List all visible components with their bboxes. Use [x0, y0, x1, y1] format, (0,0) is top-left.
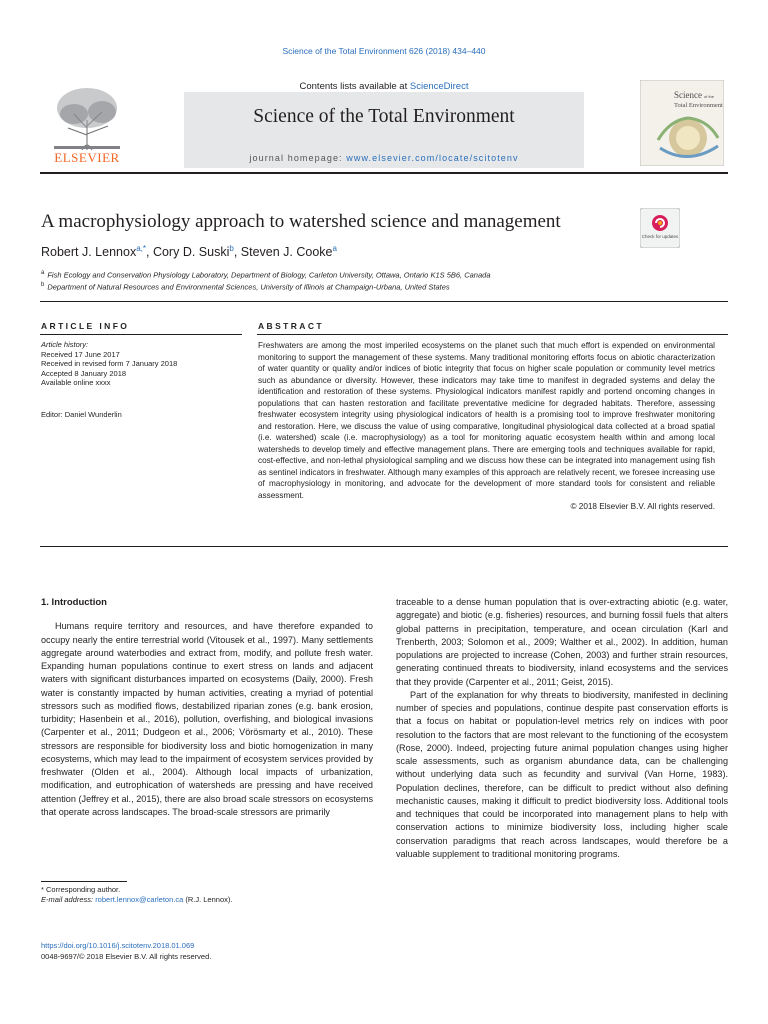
check-for-updates-badge[interactable]	[640, 208, 680, 248]
email-link[interactable]: robert.lennox@carleton.ca	[95, 895, 184, 904]
author-name[interactable]: Cory D. Suski	[152, 245, 230, 260]
abstract-block	[258, 340, 715, 513]
affiliation-marker: a	[41, 270, 45, 276]
accepted-date: Accepted 8 January 2018	[41, 368, 127, 378]
cover-title-line2: Total Environment	[674, 102, 723, 109]
check-updates-label: Check for updates	[641, 234, 679, 239]
cover-title-line1: Science	[674, 90, 702, 100]
email-line	[41, 895, 232, 905]
article-title: A macrophysiology approach to watershed science and management	[41, 211, 561, 232]
footnote-rule	[41, 881, 127, 882]
article-info-heading: ARTICLE INFO	[41, 321, 130, 331]
title-block-rule	[40, 301, 728, 302]
author-affil-marker[interactable]: a,*	[136, 244, 146, 253]
page-footer	[41, 940, 211, 962]
email-suffix: (R.J. Lennox).	[183, 895, 233, 904]
journal-homepage-line	[184, 153, 584, 163]
history-label: Article history:	[41, 340, 89, 349]
affiliation	[41, 282, 450, 292]
author-affil-marker[interactable]: b	[229, 244, 234, 253]
header-rule	[40, 172, 728, 174]
article-info-rule	[40, 334, 242, 335]
author-list: Robert J. Lennox$^{a,*}$, Cory D. Suski$^b$, Steven J. Cooke$^a$	[41, 244, 337, 260]
homepage-link[interactable]: www.elsevier.com/locate/scitotenv	[346, 153, 519, 163]
elsevier-wordmark: ELSEVIER	[54, 150, 120, 165]
abstract-text: Freshwaters are among the most imperiled ecosystems on the planet such that much effort is expended on environmental monitoring to support the management of these systems. Many traditional monitoring efforts focus on abiotic characterization of water quantity or quality and/or indices of biotic integrity that focus on higher scale population or community level metrics such as abundance or diversity. However, these indicators may take time to manifest in degraded systems and delay the identification and restoration of these systems. Physiological indicators manifest rapidly and portend oncoming changes in populations that can hasten restoration and facilitate preventative medicine for degraded habitats. Therefore, assessing freshwater ecosystem integrity using physiological indicators of health is a promising tool to improve freshwater monitoring and restoration. Here, we discuss the value of using comparative, longitudinal physiological data collected at a broad spatial (i.e. watershed) scale (i.e. macrophysiology) as a tool for monitoring aquatic ecosystem health within and among local watersheds to develop timely and effective management plans. There are emerging tools and techniques available for rapid, cost-effective, and non-lethal physiological sampling and we discuss how these can be integrated into management using fish as sentinel indicators in freshwater. Although many examples of this approach are relatively recent, we foresee increasing use of macrophysiology in monitoring, and advocate for the development of more standard tools for consistent and reliable assessment.	[258, 341, 715, 500]
journal-name: Science of the Total Environment	[253, 106, 515, 127]
affiliation	[41, 270, 491, 280]
affiliation-text: Department of Natural Resources and Environmental Sciences, University of Illinois at Champaign-Urbana, United States	[47, 282, 450, 292]
affiliation-text: Fish Ecology and Conservation Physiology Laboratory, Department of Biology, Carleton University, Ottawa, Ontario K1S 5B6, Canada	[47, 270, 491, 280]
article-history	[41, 340, 177, 388]
contents-prefix: Contents lists available at	[299, 81, 410, 92]
journal-citation[interactable]: Science of the Total Environment 626 (2018) 434–440	[282, 46, 486, 56]
author-affil-marker[interactable]: a	[332, 244, 337, 253]
doi-link[interactable]: https://doi.org/10.1016/j.scitotenv.2018.01.069	[41, 941, 195, 950]
author-name[interactable]: Robert J. Lennox	[41, 245, 137, 260]
abstract-bottom-rule	[40, 546, 728, 547]
body-column-right	[396, 596, 728, 861]
contents-available-line	[186, 81, 582, 92]
body-paragraph: Part of the explanation for why threats to biodiversity, manifested in declining number of species and populations, continue despite past conservation efforts is that a focus on habitat or population-level metrics rely on indices with poor resolution to the factors that are most relevant to the functioning of the ecosystem (Rose, 2000). Indeed, projecting future animal population changes using higher scale assessments, such as organism abundance data, can be challenging without underlying data such as fecundity and survival (Van Horne, 1983). Population declines, therefore, can be difficult to predict without also defining mechanistic causes, making it difficult to predict biodiversity loss. Additional tools and techniques that could be incorporated into management plans to help with conservation actions to minimize biodiversity loss, including higher scale conservation paradigms that reach across landscapes, would therefore be a valuable supplement to traditional monitoring programs.	[396, 689, 728, 859]
revised-date: Received in revised form 7 January 2018	[41, 359, 178, 369]
abstract-copyright: © 2018 Elsevier B.V. All rights reserved.	[570, 502, 715, 511]
corresponding-author-note: * Corresponding author.	[41, 885, 121, 894]
journal-cover-thumbnail[interactable]	[640, 80, 724, 166]
body-column-left	[41, 596, 373, 819]
issn-line: 0048-9697/© 2018 Elsevier B.V. All rights reserved.	[41, 952, 212, 961]
author-name[interactable]: Steven J. Cooke	[240, 245, 333, 260]
cover-small: of the	[704, 94, 715, 99]
body-paragraph: Humans require territory and resources, and have therefore expanded to occupy nearly the entire terrestrial world (Vitousek et al., 1997). Many settlements aggregate around waterbodies and extract from, modify, and pollute fresh water. Expanding human populations continue to exert stress on lands and adjacent waters with significant disturbances imparted on ecosystems (Daily, 2000). Fresh water is constantly impacted by human activities, creating a myriad of potential stressors such as modified flows, destabilized riparian zones (e.g. bank erosion, turbidity; Hasenbein et al., 2016), pollution, overfishing, and biological invasions (Carpenter et al., 2011; Dudgeon et al., 2006; Vörösmarty et al., 2010). These stressors are responsible for biodiversity loss and biotic homogenization in many ecosystems, which may lead to the impairment of ecosystem services provided by freshwater (Olden et al., 2004). Although local impacts of urbanization, modification, and eutrophication of watersheds are pressing and have received attention (Jeffrey et al., 2015), there are also broad scale stressors on ecosystems that operate across landscapes. The broad-scale stressors are primarily	[41, 621, 373, 817]
received-date: Received 17 June 2017	[41, 349, 120, 359]
sciencedirect-link[interactable]: ScienceDirect	[409, 81, 469, 92]
abstract-heading: ABSTRACT	[258, 321, 324, 331]
footnote	[41, 885, 232, 905]
abstract-rule	[257, 334, 728, 335]
email-label: E-mail address:	[41, 895, 96, 904]
body-paragraph: traceable to a dense human population that is over-extracting abiotic (e.g. water, aggregate) and biotic (e.g. fisheries) resources, and burning fossil fuels that alters global patterns in precipitation, temperature, and ocean circulation (Karl and Trenberth, 2003; Solomon et al., 2009; Walther et al., 2002). In addition, human populations are projected to increase (Cohen, 2003) and further strain resources, generating continued threats to biodiversity, inland ecosystems and the services that they provide (Carpenter et al., 2011; Geist, 2015).	[396, 597, 728, 687]
affiliation-marker: b	[41, 282, 45, 288]
section-heading: 1. Introduction	[41, 597, 107, 608]
elsevier-logo[interactable]	[44, 80, 130, 166]
homepage-prefix: journal homepage:	[249, 153, 347, 163]
online-date: Available online xxxx	[41, 378, 111, 388]
editor-line: Editor: Daniel Wunderlin	[41, 410, 122, 419]
